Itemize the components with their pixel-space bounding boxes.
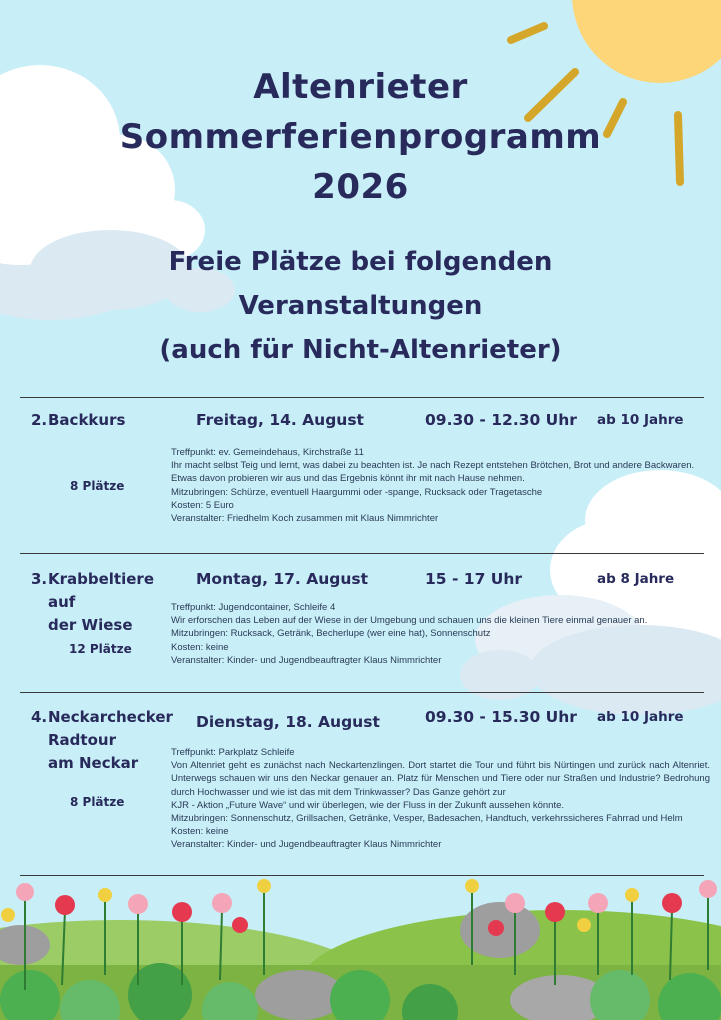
event-number: 2. — [31, 411, 48, 429]
title-line: Sommerferienprogramm — [119, 117, 602, 157]
detail-line: Veranstalter: Friedhelm Koch zusammen mit Klaus Nimmrichter — [171, 513, 439, 525]
event-name — [48, 568, 154, 637]
detail-line: Kosten: keine — [171, 826, 229, 838]
event-name — [48, 706, 173, 775]
event-name-line: am Neckar — [48, 754, 139, 772]
event-date: Freitag, 14. August — [196, 411, 364, 429]
detail-paragraph — [171, 759, 710, 799]
event-time: 09.30 - 12.30 Uhr — [425, 411, 577, 429]
event-number: 4. — [31, 708, 48, 726]
event-age: ab 10 Jahre — [597, 709, 684, 725]
event-name-line: Neckarchecker — [48, 708, 173, 726]
title-line: 2026 — [312, 167, 409, 207]
event-name-line: Krabbeltiere — [48, 570, 154, 588]
detail-line: Treffpunkt: Parkplatz Schleife — [171, 747, 295, 758]
detail-line: Kosten: keine — [171, 641, 229, 653]
detail-line: Mitzubringen: Sonnenschutz, Grillsachen, Getränke, Vesper, Badesachen, Handtuch, verkehrssicheres Fahrrad und Helm — [171, 813, 683, 825]
detail-line: Kosten: 5 Euro — [171, 499, 234, 511]
detail-line: Mitzubringen: Rucksack, Getränk, Becherlupe (wer eine hat), Sonnenschutz — [171, 628, 491, 640]
event-name-line: der Wiese — [48, 616, 133, 634]
divider — [20, 875, 704, 876]
event-age: ab 10 Jahre — [597, 412, 684, 428]
event-date: Montag, 17. August — [196, 570, 369, 588]
detail-line: Wir erforschen das Leben auf der Wiese in der Umgebung und schauen uns die kleinen Tiere einmal genauer an. — [171, 615, 648, 627]
event-name-line: auf — [48, 593, 76, 611]
event-details — [171, 746, 710, 852]
subtitle-line: Veranstaltungen — [238, 291, 483, 321]
title-line: Altenrieter — [253, 67, 468, 107]
detail-line: Treffpunkt: ev. Gemeindehaus, Kirchstraße 11 — [171, 447, 364, 458]
event-date: Dienstag, 18. August — [196, 713, 380, 731]
divider — [20, 692, 704, 693]
detail-line: KJR - Aktion „Future Wave“ und wir überlegen, wie der Fluss in der Zukunft aussehen könnte. — [171, 799, 565, 811]
detail-line: Veranstalter: Kinder- und Jugendbeauftragter Klaus Nimmrichter — [171, 654, 442, 666]
page-subtitle — [0, 240, 721, 372]
detail-line: Von Altenriet geht es zunächst nach Neckartenzlingen. Dort startet die Tour und führt bis Nürtingen und zurück nach Altenriet. Unterwegs schauen wir uns den Neckar genauer an. Platz für Menschen und Tiere oder nur Straßen und Industrie? Bedrohung durch Hochwasser und wie ist das mit dem Trinkwasser? Das Ganze gehört zur — [171, 760, 710, 798]
divider — [20, 397, 704, 398]
event-places: 8 Plätze — [70, 795, 125, 809]
event-name — [48, 409, 125, 432]
subtitle-line: (auch für Nicht-Altenrieter) — [159, 335, 562, 365]
detail-line: Etwas davon probieren wir aus und das Ergebnis könnt ihr mit nach Hause nehmen. — [171, 473, 525, 485]
event-name-line: Backkurs — [48, 411, 126, 429]
event-age: ab 8 Jahre — [597, 571, 675, 587]
event-details — [171, 601, 710, 667]
event-name-line: Radtour — [48, 731, 116, 749]
detail-line: Ihr macht selbst Teig und lernt, was dabei zu beachten ist. Je nach Rezept entstehen Brötchen, Brot und andere Backwaren. — [171, 460, 695, 472]
event-time: 15 - 17 Uhr — [425, 570, 523, 588]
event-places: 8 Plätze — [70, 479, 125, 493]
divider — [20, 553, 704, 554]
event-time: 09.30 - 15.30 Uhr — [425, 708, 577, 726]
detail-line: Mitzubringen: Schürze, eventuell Haargummi oder -spange, Rucksack oder Tragetasche — [171, 486, 543, 498]
detail-line: Treffpunkt: Jugendcontainer, Schleife 4 — [171, 602, 336, 613]
event-details — [171, 446, 710, 525]
subtitle-line: Freie Plätze bei folgenden — [168, 247, 553, 277]
detail-line: Veranstalter: Kinder- und Jugendbeauftragter Klaus Nimmrichter — [171, 839, 442, 851]
event-places: 12 Plätze — [69, 642, 132, 656]
event-number: 3. — [31, 570, 48, 588]
page-title — [0, 62, 721, 212]
